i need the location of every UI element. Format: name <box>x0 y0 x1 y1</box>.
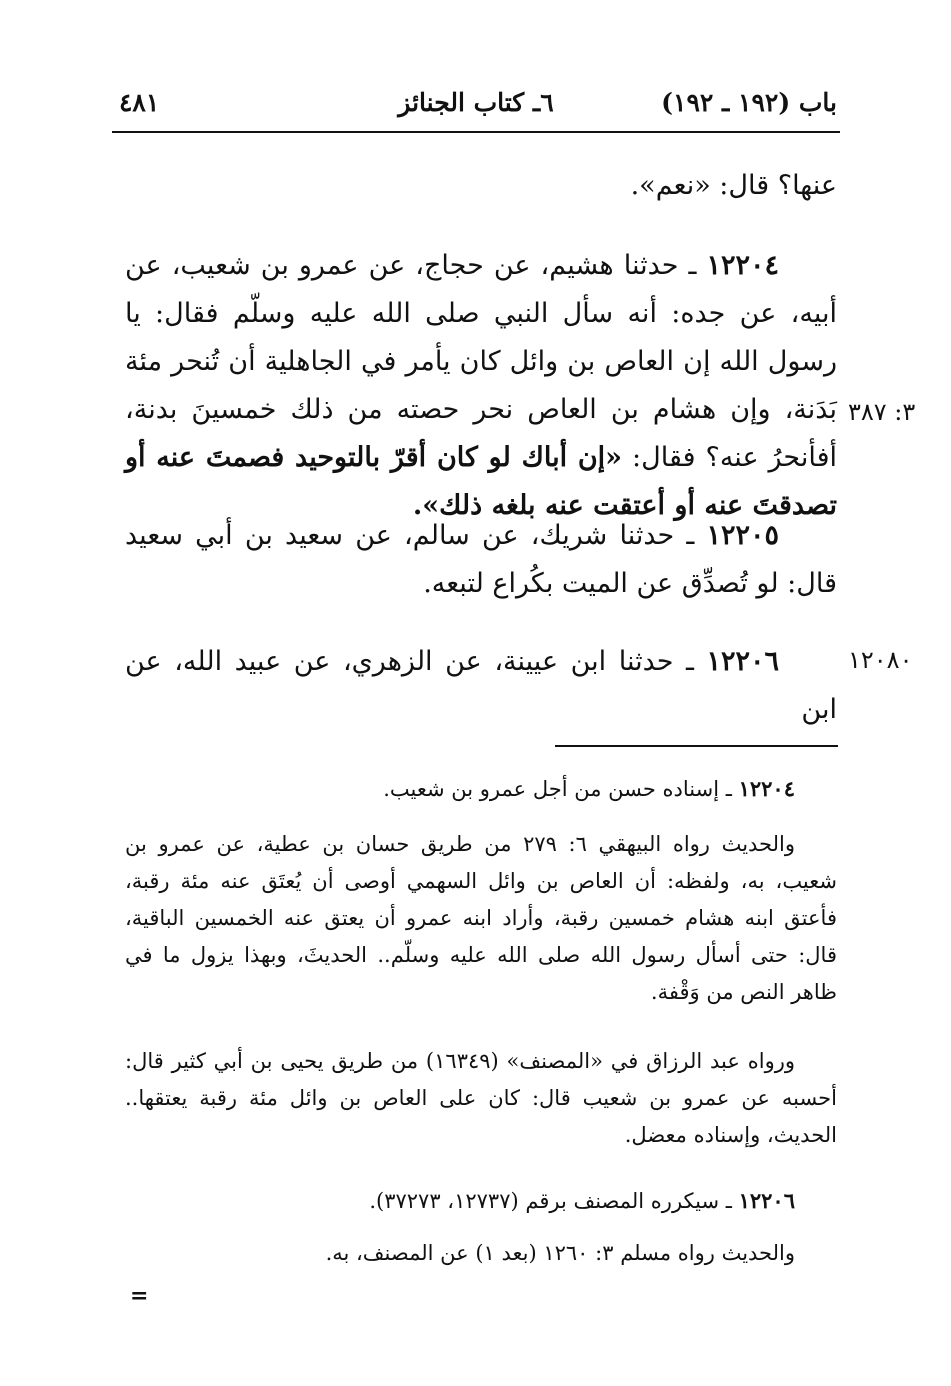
hadith-text: ـ حدثنا ابن عيينة، عن الزهري، عن عبيد الله، عن ابن <box>125 646 837 725</box>
header-rule <box>112 131 840 133</box>
continuation-mark: = <box>130 1283 149 1309</box>
footnote-text: ورواه عبد الرزاق في «المصنف» (١٦٣٤٩) من طريق يحيى بن أبي كثير قال: أحسبه عن عمرو بن شعيب قال: كان على العاص بن وائل مئة رقبة يعتقها.. الحديث، وإسناده معضل. <box>125 1049 837 1147</box>
footnote-paragraph <box>125 1235 837 1272</box>
hadith-12206 <box>125 638 837 734</box>
margin-reference: ١٢٠٨٠ <box>848 646 913 674</box>
footnote-text: ـ إسناده حسن من أجل عمرو بن شعيب. <box>383 777 732 801</box>
footnote-text: والحديث رواه البيهقي ٦: ٢٧٩ من طريق حسان بن عطية، عن عمرو بن شعيب، به، ولفظه: أن العاص بن وائل السهمي أوصى أن يُعتَق عنه مئة رقبة، فأعتق ابنه هشام خمسين رقبة، وأراد ابنه عمرو أن يعتق عنه الخمسين الباقية، قال: حتى أسأل رسول الله صلى الله عليه وسلّم.. الحديثَ، وبهذا يزول ما في ظاهر النص من وَقْفة. <box>125 832 837 1004</box>
hadith-12204 <box>125 242 837 530</box>
footnote-12204 <box>125 770 837 808</box>
hadith-text: ـ حدثنا شريك، عن سالم، عن سعيد بن أبي سعيد قال: لو تُصدِّق عن الميت بكُراع لتبعه. <box>125 520 837 599</box>
hadith-quote: «إن أباك لو كان أقرّ بالتوحيد فصمتَ عنه أو تصدقتَ عنه أو أعتقت عنه بلغه ذلك». <box>125 442 837 521</box>
running-header <box>115 88 837 128</box>
footnote-paragraph <box>125 826 837 1011</box>
hadith-number: ١٢٢٠٥ <box>706 520 779 551</box>
footnote-12206 <box>125 1182 837 1220</box>
footnote-rule <box>555 745 838 747</box>
hadith-12205 <box>125 512 837 608</box>
hadith-text: ـ حدثنا هشيم، عن حجاج، عن عمرو بن شعيب، عن أبيه، عن جده: أنه سأل النبي صلى الله عليه وسلّم فقال: يا رسول الله إن العاص بن وائل كان يأمر في الجاهلية أن تُنحر مئة بَدَنة، وإن هشام بن العاص نحر حصته من ذلك خمسينَ بدنة، أفأنحرُ عنه؟ فقال: <box>125 250 837 473</box>
footnote-number: ١٢٢٠٤ <box>738 776 795 801</box>
book-title: ٦ـ كتاب الجنائز <box>398 88 554 117</box>
footnote-text: والحديث رواه مسلم ٣: ١٢٦٠ (بعد ١) عن المصنف، به. <box>325 1241 795 1265</box>
hadith-number: ١٢٢٠٤ <box>706 250 779 281</box>
margin-reference: ٣: ٣٨٧ <box>848 398 916 426</box>
chapter-range: باب (١٩٢ ـ ١٩٢) <box>661 88 837 117</box>
page-number: ٤٨١ <box>119 88 160 117</box>
hadith-number: ١٢٢٠٦ <box>706 646 779 677</box>
footnote-text: ـ سيكرره المصنف برقم (١٢٧٣٧، ٣٧٢٧٣). <box>369 1189 732 1213</box>
paragraph-continuation <box>125 162 837 210</box>
footnote-number: ١٢٢٠٦ <box>738 1188 795 1213</box>
footnote-paragraph <box>125 1043 837 1154</box>
paragraph-text: عنها؟ قال: «نعم». <box>630 170 837 201</box>
